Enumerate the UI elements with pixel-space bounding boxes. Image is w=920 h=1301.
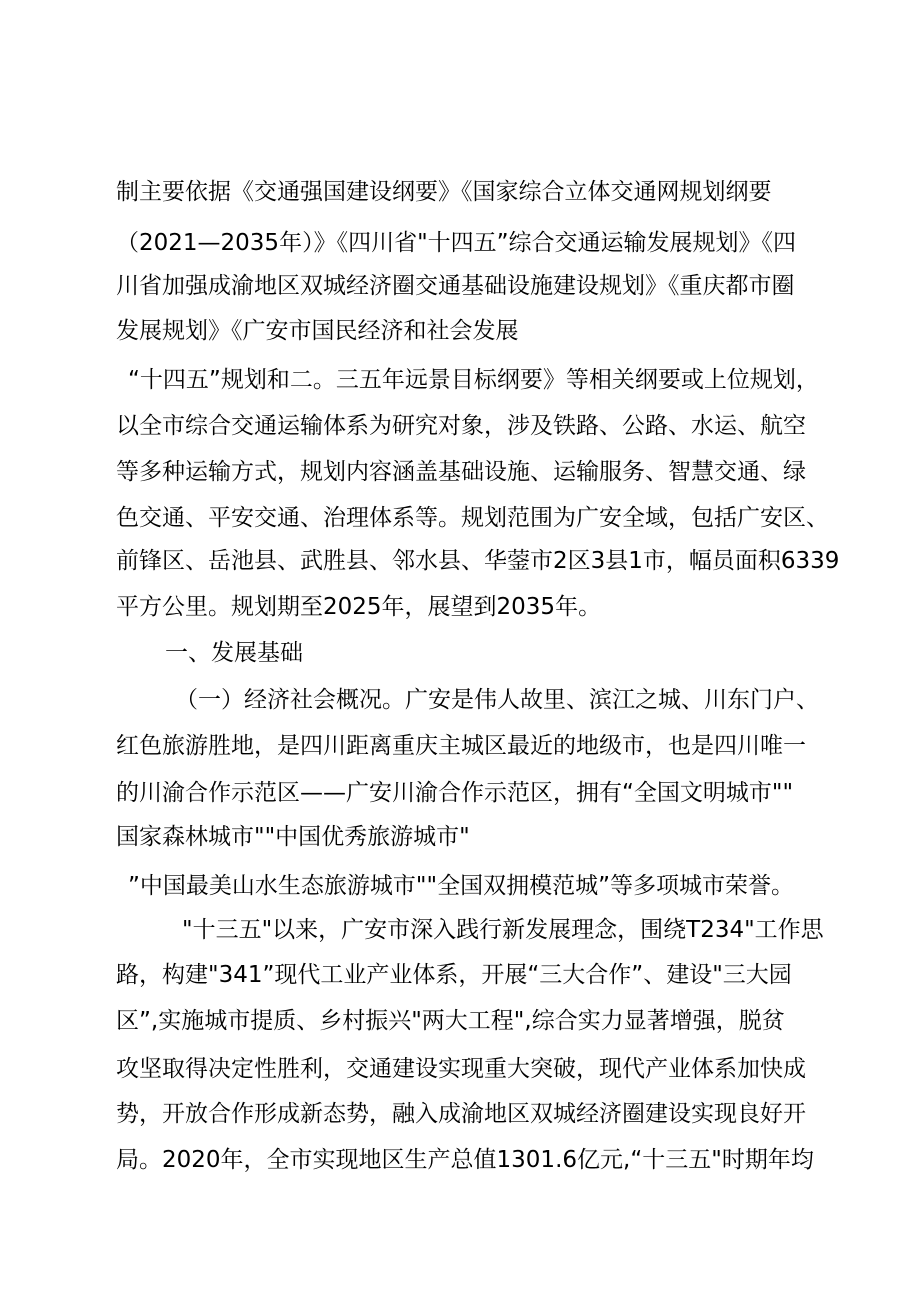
- text-line: "十三五"以来，广安市深入践行新发展理念，围绕T234"工作思: [182, 917, 824, 943]
- text-line: 国家森林城市""中国优秀旅游城市": [116, 824, 470, 850]
- text-line: 红色旅游胜地，是四川距离重庆主城区最近的地级市，也是四川唯一: [116, 733, 806, 759]
- text-line: （2021—2035年）》《四川省"十四五”综合交通运输发展规划》《四: [116, 230, 797, 256]
- text-line: 以全市综合交通运输体系为研究对象，涉及铁路、公路、水运、航空: [116, 413, 806, 439]
- text-line: 制主要依据《交通强国建设纲要》《国家综合立体交通网规划纲要: [116, 179, 772, 205]
- text-line: 路，构建"341”现代工业产业体系，开展“三大合作”、建设"三大园: [116, 962, 792, 988]
- text-line: 发展规划》《广安市国民经济和社会发展: [116, 318, 519, 344]
- section-heading: 一、发展基础: [165, 640, 303, 666]
- text-line: 的川渝合作示范区——广安川渝合作示范区，拥有“全国文明城市"": [116, 780, 794, 806]
- text-line: （一）经济社会概况。广安是伟人故里、滨江之城、川东门户、: [175, 687, 819, 713]
- text-line: ”中国最美山水生态旅游城市""全国双拥模范城”等多项城市荣誉。: [128, 873, 794, 899]
- text-line: 色交通、平安交通、治理体系等。规划范围为广安全域，包括广安区、: [116, 505, 829, 531]
- text-line: 平方公里。规划期至2025年，展望到2035年。: [116, 594, 602, 620]
- text-line: 等多种运输方式，规划内容涵盖基础设施、运输服务、智慧交通、绿: [116, 459, 806, 485]
- text-line: 区”,实施城市提质、乡村振兴"两大工程",综合实力显著增强，脱贫: [116, 1008, 785, 1034]
- text-line: 势，开放合作形成新态势，融入成渝地区双城经济圈建设实现良好开: [116, 1101, 806, 1127]
- text-line: “十四五”规划和二。三五年远景目标纲要》等相关纲要或上位规划，: [128, 367, 819, 393]
- text-line: 前锋区、岳池县、武胜县、邻水县、华蓥市2区3县1市，幅员面积6339: [116, 548, 840, 574]
- text-line: 川省加强成渝地区双城经济圈交通基础设施建设规划》《重庆都市圈: [116, 273, 795, 299]
- text-line: 攻坚取得决定性胜利，交通建设实现重大突破，现代产业体系加快成: [116, 1056, 806, 1082]
- text-line: 局。2020年，全市实现地区生产总值1301.6亿元,“十三五"时期年均: [116, 1147, 814, 1173]
